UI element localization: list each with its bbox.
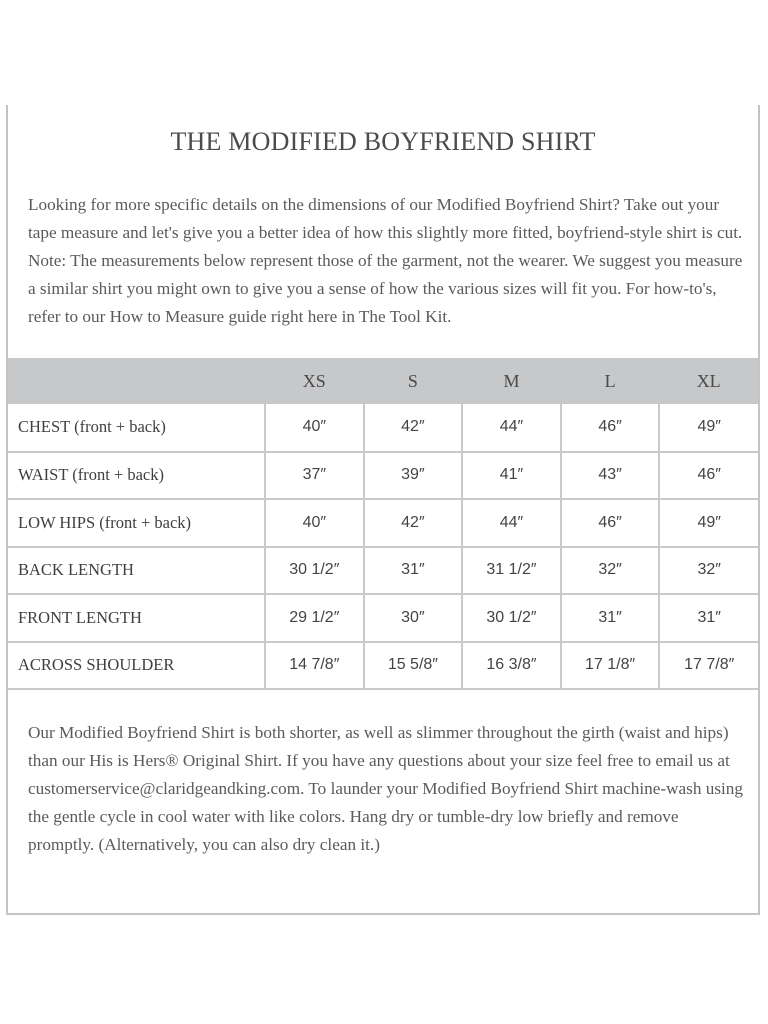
table-cell: 37″ [265, 452, 364, 500]
table-row-low-hips [8, 499, 758, 547]
header-corner [8, 358, 265, 404]
table-cell: 29 1/2″ [265, 594, 364, 642]
table-cell: 31″ [659, 594, 758, 642]
table-cell: 40″ [265, 499, 364, 547]
size-table [8, 358, 758, 690]
table-cell: 14 7/8″ [265, 642, 364, 690]
size-guide-card [6, 105, 760, 915]
table-cell: 32″ [659, 547, 758, 595]
row-label: LOW HIPS (front + back) [8, 499, 265, 547]
table-cell: 42″ [364, 499, 463, 547]
table-row-across-shoulder [8, 642, 758, 690]
size-header-row [8, 358, 758, 404]
table-cell: 40″ [265, 404, 364, 452]
table-cell: 46″ [561, 499, 660, 547]
table-cell: 32″ [561, 547, 660, 595]
table-cell: 46″ [659, 452, 758, 500]
row-label: FRONT LENGTH [8, 594, 265, 642]
table-cell: 31 1/2″ [462, 547, 561, 595]
row-label: CHEST (front + back) [8, 404, 265, 452]
row-label: ACROSS SHOULDER [8, 642, 265, 690]
row-label: WAIST (front + back) [8, 452, 265, 500]
table-cell: 31″ [561, 594, 660, 642]
table-cell: 15 5/8″ [364, 642, 463, 690]
size-header-xs: XS [302, 370, 326, 391]
table-cell: 49″ [659, 404, 758, 452]
table-row-chest [8, 404, 758, 452]
table-cell: 31″ [364, 547, 463, 595]
size-header-m: M [503, 370, 520, 391]
table-cell: 30″ [364, 594, 463, 642]
table-cell: 43″ [561, 452, 660, 500]
table-cell: 49″ [659, 499, 758, 547]
table-row-front-length [8, 594, 758, 642]
table-cell: 17 1/8″ [561, 642, 660, 690]
size-header-xl: XL [696, 370, 721, 391]
size-header-s: S [407, 370, 418, 391]
table-cell: 46″ [561, 404, 660, 452]
size-table-wrapper [8, 358, 758, 690]
table-cell: 44″ [462, 404, 561, 452]
table-cell: 30 1/2″ [265, 547, 364, 595]
table-cell: 30 1/2″ [462, 594, 561, 642]
size-header-l: L [604, 370, 616, 391]
table-cell: 17 7/8″ [659, 642, 758, 690]
table-row-back-length [8, 547, 758, 595]
row-label: BACK LENGTH [8, 547, 265, 595]
table-row-waist [8, 452, 758, 500]
table-cell: 42″ [364, 404, 463, 452]
intro-paragraph: Looking for more specific details on the dimensions of our Modified Boyfriend Shirt? Take out your tape measure and let's give you a better idea of how this slightly more fitted, boyfriend-style shirt is cut. Note: The measurements below represent those of the garment, not the wearer. We suggest you measure a similar shirt you might own to give you a sense of how the various sizes will fit you. For how-to's, refer to our How to Measure guide right here in The Tool Kit. [28, 195, 743, 326]
table-cell: 44″ [462, 499, 561, 547]
table-cell: 41″ [462, 452, 561, 500]
care-paragraph: Our Modified Boyfriend Shirt is both shorter, as well as slimmer throughout the girth (waist and hips) than our His is Hers® Original Shirt. If you have any questions about your size feel free to email us at customerservice@claridgeandking.com. To launder your Modified Boyfriend Shirt machine-wash using the gentle cycle in cool water with like colors. Hang dry or tumble-dry low briefly and remove promptly. (Alternatively, you can also dry clean it.) [28, 723, 743, 854]
page-title: THE MODIFIED BOYFRIEND SHIRT [170, 127, 596, 156]
table-cell: 16 3/8″ [462, 642, 561, 690]
table-cell: 39″ [364, 452, 463, 500]
